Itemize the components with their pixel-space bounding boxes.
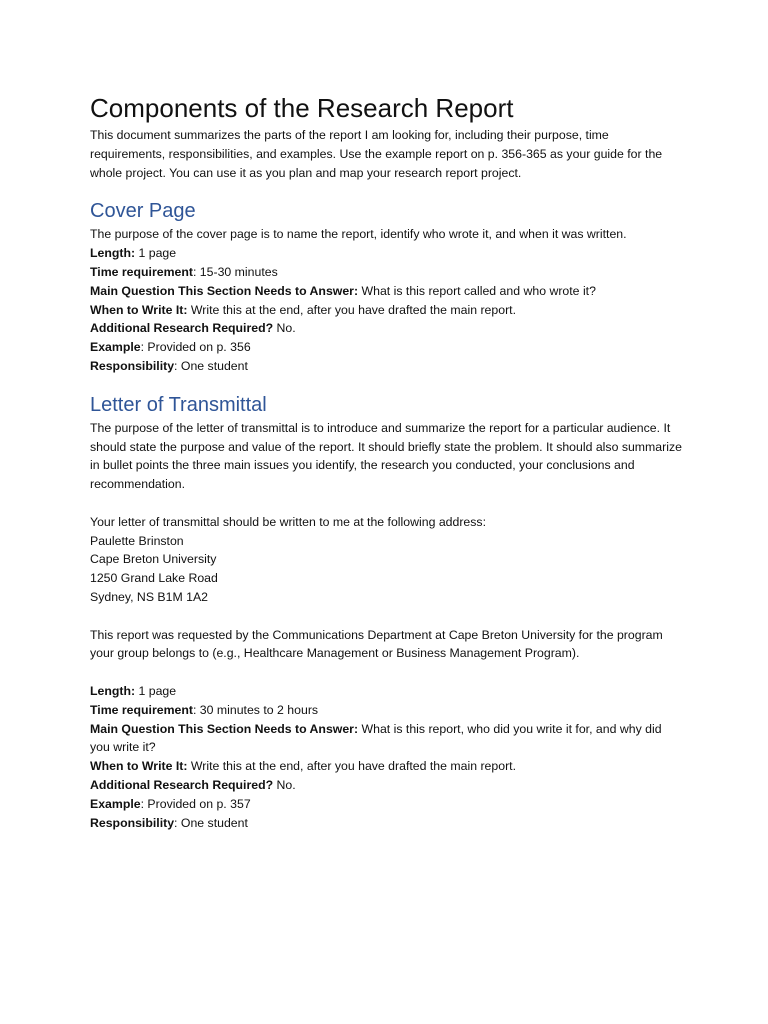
transmittal-purpose: The purpose of the letter of transmittal is to introduce and summarize the report for a particular audience. It should state the purpose and value of the report. It should briefly state the problem. It should also summarize in bullet points the three main issues you identify, the research you conducted, your conclusions and recommendation.	[90, 420, 682, 492]
cover-example-value: : Provided on p. 356	[140, 340, 251, 355]
cover-question	[90, 282, 682, 301]
transmittal-research	[90, 776, 682, 795]
cover-research	[90, 319, 682, 338]
cover-time-value: : 15-30 minutes	[192, 264, 278, 279]
intro-paragraph: This document summarizes the parts of the report I am looking for, including their purpose, time requirements, responsibilities, and examples. Use the example report on p. 356-365 as your guide for the whole project. You can use it as you plan and map your research report project.	[90, 128, 663, 180]
address-intro: Your letter of transmittal should be written to me at the following address:	[90, 514, 486, 529]
cover-length-value: 1 page	[135, 246, 177, 261]
cover-research-label: Additional Research Required?	[90, 321, 274, 336]
cover-example	[90, 338, 682, 357]
cover-responsibility-label: Responsibility	[90, 358, 175, 373]
transmittal-when	[90, 757, 682, 776]
cover-purpose: The purpose of the cover page is to name the report, identify who wrote it, and when it was written.	[90, 227, 627, 242]
transmittal-question-label: Main Question This Section Needs to Answer:	[90, 721, 359, 736]
cover-length	[90, 244, 682, 263]
mailing-address	[90, 532, 682, 607]
address-line-name: Paulette Brinston	[90, 533, 184, 548]
address-line-city: Sydney, NS B1M 1A2	[90, 589, 209, 604]
cover-example-label: Example	[90, 340, 141, 355]
paragraph-gap	[90, 494, 682, 513]
cover-responsibility-value: : One student	[174, 358, 248, 373]
transmittal-time-label: Time requirement	[90, 702, 193, 717]
paragraph-gap	[90, 607, 682, 626]
transmittal-example	[90, 795, 682, 814]
address-line-street: 1250 Grand Lake Road	[90, 571, 218, 586]
transmittal-section	[90, 392, 682, 833]
transmittal-responsibility	[90, 814, 682, 833]
transmittal-research-value: No.	[273, 777, 296, 792]
transmittal-responsibility-label: Responsibility	[90, 815, 175, 830]
cover-question-value: What is this report called and who wrote it?	[358, 283, 596, 298]
cover-page-heading: Cover Page	[90, 200, 196, 223]
transmittal-heading: Letter of Transmittal	[90, 393, 267, 416]
transmittal-time-value: : 30 minutes to 2 hours	[192, 702, 319, 717]
transmittal-when-value: Write this at the end, after you have drafted the main report.	[187, 759, 517, 774]
transmittal-length	[90, 682, 682, 701]
cover-when-value: Write this at the end, after you have drafted the main report.	[187, 302, 517, 317]
cover-length-label: Length:	[90, 246, 136, 261]
cover-time-label: Time requirement	[90, 264, 193, 279]
document-title: Components of the Research Report	[90, 93, 514, 123]
paragraph-gap	[90, 663, 682, 682]
transmittal-question-value: What is this report, who did you write it for, and why did you write it?	[90, 721, 662, 755]
transmittal-time	[90, 701, 682, 720]
transmittal-example-value: : Provided on p. 357	[140, 796, 251, 811]
transmittal-length-label: Length:	[90, 683, 136, 698]
cover-research-value: No.	[273, 321, 296, 336]
cover-when	[90, 301, 682, 320]
transmittal-example-label: Example	[90, 796, 141, 811]
address-line-institution: Cape Breton University	[90, 552, 217, 567]
cover-time	[90, 263, 682, 282]
transmittal-when-label: When to Write It:	[90, 759, 188, 774]
transmittal-responsibility-value: : One student	[174, 815, 248, 830]
document-page	[90, 92, 682, 832]
transmittal-length-value: 1 page	[135, 683, 177, 698]
cover-responsibility	[90, 357, 682, 376]
cover-question-label: Main Question This Section Needs to Answer:	[90, 283, 359, 298]
transmittal-question	[90, 720, 682, 758]
requested-paragraph: This report was requested by the Communications Department at Cape Breton University for the program your group belongs to (e.g., Healthcare Management or Business Management Program).	[90, 627, 663, 661]
cover-when-label: When to Write It:	[90, 302, 188, 317]
transmittal-research-label: Additional Research Required?	[90, 777, 274, 792]
cover-page-section	[90, 198, 682, 375]
